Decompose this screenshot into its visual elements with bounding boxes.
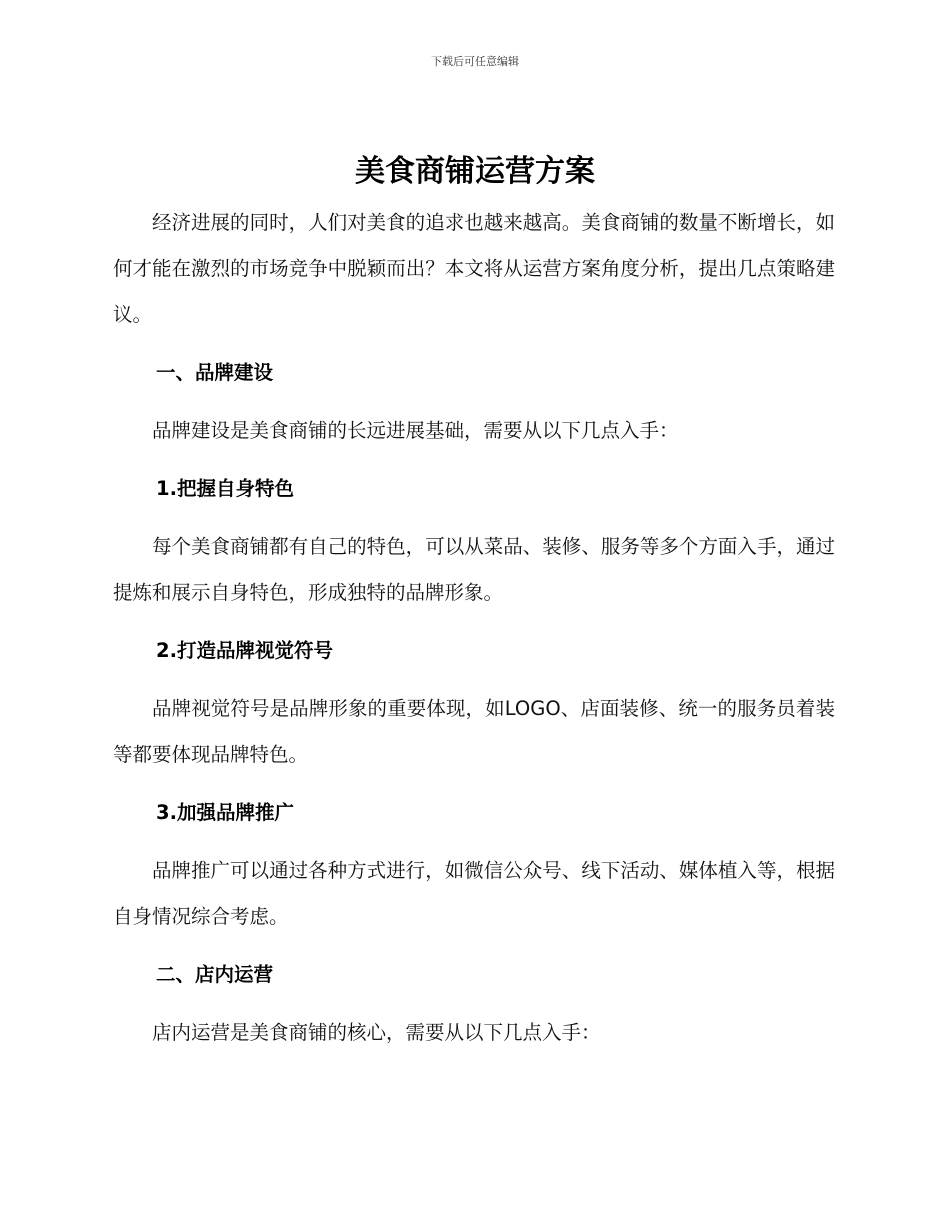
document-body [113,200,835,1056]
subparagraph-2: 品牌视觉符号是品牌形象的重要体现，如LOGO、店面装修、统一的服务员着装等都要体现品牌特色。 [113,697,835,766]
subparagraph-1: 每个美食商铺都有自己的特色，可以从菜品、装修、服务等多个方面入手，通过提炼和展示自身特色，形成独特的品牌形象。 [113,535,835,604]
subheading-3: 3.加强品牌推广 [156,801,294,824]
document-title: 美食商铺运营方案 [355,154,595,189]
section-heading-store: 二、店内运营 [156,963,274,986]
section-lead-store: 店内运营是美食商铺的核心，需要从以下几点入手： [152,1021,601,1044]
section-lead-brand: 品牌建设是美食商铺的长远进展基础，需要从以下几点入手： [152,419,679,442]
subheading-1: 1.把握自身特色 [156,477,294,500]
header-note: 下载后可任意编辑 [431,55,519,68]
intro-paragraph: 经济进展的同时，人们对美食的追求也越来越高。美食商铺的数量不断增长，如何才能在激烈的市场竞争中脱颖而出？本文将从运营方案角度分析，提出几点策略建议。 [113,211,835,326]
section-heading-brand: 一、品牌建设 [156,361,274,384]
subparagraph-3: 品牌推广可以通过各种方式进行，如微信公众号、线下活动、媒体植入等，根据自身情况综合考虑。 [113,859,835,928]
subheading-2: 2.打造品牌视觉符号 [156,639,333,662]
